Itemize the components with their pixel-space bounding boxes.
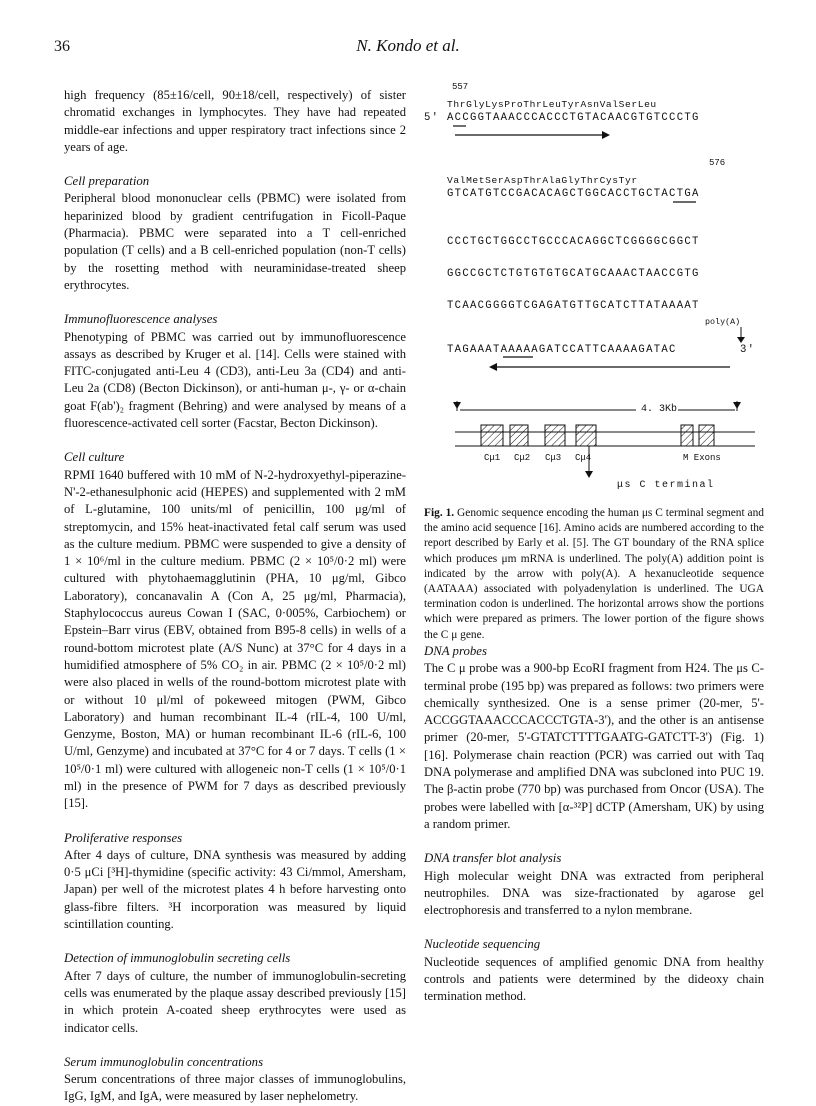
exon-label-m-exons: M Exons bbox=[683, 453, 721, 463]
paragraph-dna-transfer: High molecular weight DNA was extracted from peripheral neutrophiles. DNA was size-fractionated by agarose gel electrophoresis and transferred to a nylon membrane. bbox=[424, 868, 764, 918]
exon-label-cmu1: Cμ1 bbox=[484, 453, 501, 463]
intro-paragraph: high frequency (85±16/cell, 90±18/cell, respectively) of sister chromatid exchanges in lymphocytes. They have had repeated middle-ear infections and upper respiratory tract infections since 2 years of age. bbox=[64, 88, 406, 154]
residue-number-576: 576 bbox=[709, 158, 726, 168]
ecori-arrowhead-left bbox=[453, 402, 461, 409]
section-heading-immunofluorescence: Immunofluorescence analyses bbox=[64, 312, 218, 327]
section-heading-cell-preparation: Cell preparation bbox=[64, 174, 150, 189]
section-heading-cell-culture: Cell culture bbox=[64, 450, 125, 465]
five-prime-label: 5' bbox=[424, 112, 440, 124]
sequence-row-4: GGCCGCTCTGTGTGTGCATGCAAACTAACCGTG bbox=[447, 268, 700, 280]
page-number: 36 bbox=[54, 38, 70, 55]
exon-cmu3 bbox=[545, 425, 565, 446]
running-header: N. Kondo et al. bbox=[356, 36, 460, 55]
amino-acid-row-2: ValMetSerAspThrAlaGlyThrCysTyr bbox=[447, 175, 638, 186]
figure-caption-text: Genomic sequence encoding the human μs C terminal segment and the amino acid sequence [16]. Amino acids are numbered according to the report described by Early et al. [5]. The GT boundary of the RNA splice which produces μm mRNA is underlined. The poly(A) addition point is indicated by the arrow with poly(A). A hexanucleotide sequence (AATAAA) associated with polyadenylation is underlined. The UGA termination codon is underlined. The horizontal arrows show the portions which were prepared as primers. The lower portion of the figure shows the C μ gene. bbox=[424, 507, 765, 641]
three-prime-label: 3' bbox=[740, 344, 756, 356]
left-column bbox=[64, 87, 406, 1106]
exon-m2 bbox=[699, 425, 714, 446]
amino-acid-row-1: ThrGlyLysProThrLeuTyrAsnValSerLeu bbox=[447, 99, 657, 110]
mus-c-terminal-label: μs C terminal bbox=[617, 480, 715, 491]
residue-number-557: 557 bbox=[452, 82, 469, 92]
sequence-row-6: TAGAAATAAAAAGATCCATTCAAAAGATAC bbox=[447, 344, 677, 356]
paragraph-proliferative: After 4 days of culture, DNA synthesis was measured by adding 0·5 μCi [³H]-thymidine (specific activity: 43 Ci/mmol, Amersham, Japan) per well of the microtest plates 4 h before harvesting onto glass-fibre filters. ³H incorporation was measured by liquid scintillation counting. bbox=[64, 847, 406, 932]
figure-caption-label: Fig. 1. bbox=[424, 507, 455, 519]
exon-m1 bbox=[681, 425, 693, 446]
exon-cmu1 bbox=[481, 425, 503, 446]
section-heading-dna-probes: DNA probes bbox=[424, 644, 487, 658]
exon-label-cmu4: Cμ4 bbox=[575, 453, 592, 463]
right-column bbox=[424, 643, 764, 1006]
sequence-row-2: GTCATGTCCGACACAGCTGGCACCTGCTACTGA bbox=[447, 188, 700, 200]
sense-primer-arrowhead bbox=[602, 131, 610, 139]
mus-arrowhead bbox=[585, 471, 593, 478]
sequence-row-1: ACCGGTAAACCCACCCTGTACAACGTGTCCCTG bbox=[447, 112, 700, 124]
antisense-primer-arrowhead bbox=[489, 363, 497, 371]
section-heading-dna-transfer: DNA transfer blot analysis bbox=[424, 851, 562, 866]
paragraph-immunofluorescence: Phenotyping of PBMC was carried out by immunofluorescence assays as described by Kruger et al. [14]. Cells were stained with FITC-conjugated anti-Leu 4 (CD3), anti-Leu 3a (CD4) and anti-Leu 2a (CD8) (Becton Dickinson), or anti-human μ-, γ- or α-chain goat F(ab')₂ fragment (Behring) and were analysed by means of a fluorescence-activated cell sorter (Facstar, Becton Dickinson). bbox=[64, 329, 406, 431]
polya-arrowhead bbox=[737, 337, 745, 343]
polya-label: poly(A) bbox=[705, 317, 741, 327]
paragraph-cell-preparation: Peripheral blood mononuclear cells (PBMC) were isolated from heparinized blood by gradient centrifugation in Ficoll-Paque (Pharmacia). PBMC were separated into a T cell-enriched population (T cells) and a B cell-enriched population (non-T cells) by the rosetting method with neuraminidase-treated sheep erythrocytes. bbox=[64, 191, 406, 292]
paragraph-cell-culture: RPMI 1640 buffered with 10 mM of N-2-hydroxyethyl-piperazine-N'-2-ethanesulphonic acid (HEPES) and supplemented with 2 mM of L-glutamine, 100 units/ml of penicillin, 100 μg/ml of streptomycin, and 15% heat-inactivated fetal calf serum was used as the culture medium. PBMC were suspended to give a density of 1 × 10⁶/ml in the culture medium. PBMC (2 × 10⁵/0·2 ml) were cultured with phytohaemagglutinin (PHA, 10 μg/ml, Gibco Laboratory), concanavalin A (Con A, 25 μg/ml, Pharmacia), Staphylococcus aureus Cowan I (SAC, 0·005%, Carbiochem) or Epstein–Barr virus (EBV, obtained from B95-8 cells) in wells of a round-bottom microtest plate (A/S Nunc) at 37°C for 4 days in a humidified atmosphere of 5% CO₂ in air. PBMC (2 × 10⁵/0·2 ml) were also placed in wells of the round-bottom microtest plate with or without 10 μl/ml of pokeweed mitogen (PWM, Gibco Laboratory) and human recombinant IL-4 (rIL-4, 100 U/ml, Genzyme, Boston, MA) or human recombinant IL-6 (rIL-6, 100 U/ml, Genzyme) and incubated at 37°C for 4 or 7 days. T cells (1 × 10⁵/0·1 ml) were cultured with allogeneic non-T cells (1 × 10⁵/0·1 ml) in the presence of PWM for 7 days as described previously [15]. bbox=[64, 467, 406, 811]
ecori-arrowhead-right bbox=[733, 402, 741, 409]
exon-label-cmu3: Cμ3 bbox=[545, 453, 562, 463]
sequence-row-5: TCAACGGGGTCGAGATGTTGCATCTTATAAAAT bbox=[447, 300, 700, 312]
section-heading-serum: Serum immunoglobulin concentrations bbox=[64, 1054, 264, 1069]
exon-cmu2 bbox=[510, 425, 528, 446]
exon-cmu4 bbox=[576, 425, 596, 446]
sequence-row-3: CCCTGCTGGCCTGCCCACAGGCTCGGGGCGGCT bbox=[447, 236, 700, 248]
figure-1-caption bbox=[424, 506, 764, 643]
paragraph-serum: Serum concentrations of three major classes of immunoglobulins, IgG, IgM, and IgA, were measured by laser nephelometry. bbox=[64, 1072, 406, 1104]
paragraph-nucleotide-sequencing: Nucleotide sequences of amplified genomic DNA from healthy controls and patients were determined by the dideoxy chain termination method. bbox=[424, 954, 764, 1004]
paragraph-detection: After 7 days of culture, the number of immunoglobulin-secreting cells was enumerated by the plaque assay described previously [15] in which protein A-coated sheep erythrocytes were used as indicator cells. bbox=[64, 968, 406, 1035]
section-heading-nucleotide-sequencing: Nucleotide sequencing bbox=[424, 937, 541, 952]
paragraph-dna-probes: The C μ probe was a 900-bp EcoRI fragment from H24. The μs C-terminal probe (195 bp) was prepared as follows: two primers were chemically synthesized. One is a sense primer (20-mer, 5'-ACCGGTAAACCCACCCTGTA-3'), and the other is an antisense primer (20-mer, 5'-GTATCTTTTGAATG-GATCTT-3') (Fig. 1) [16]. Polymerase chain reaction (PCR) was carried out with Taq DNA polymerase and amplified DNA was subcloned into PUC 19. The β-actin probe (770 bp) was purchased from Oncor (USA). The probes were labelled with [α-³²P] dCTP (Amersham, UK) by using a random primer. bbox=[424, 661, 764, 831]
exon-label-cmu2: Cμ2 bbox=[514, 453, 531, 463]
section-heading-detection: Detection of immunoglobulin secreting cells bbox=[64, 951, 291, 966]
section-heading-proliferative: Proliferative responses bbox=[64, 830, 183, 845]
size-label-4-3kb: 4. 3Kb bbox=[638, 404, 680, 415]
